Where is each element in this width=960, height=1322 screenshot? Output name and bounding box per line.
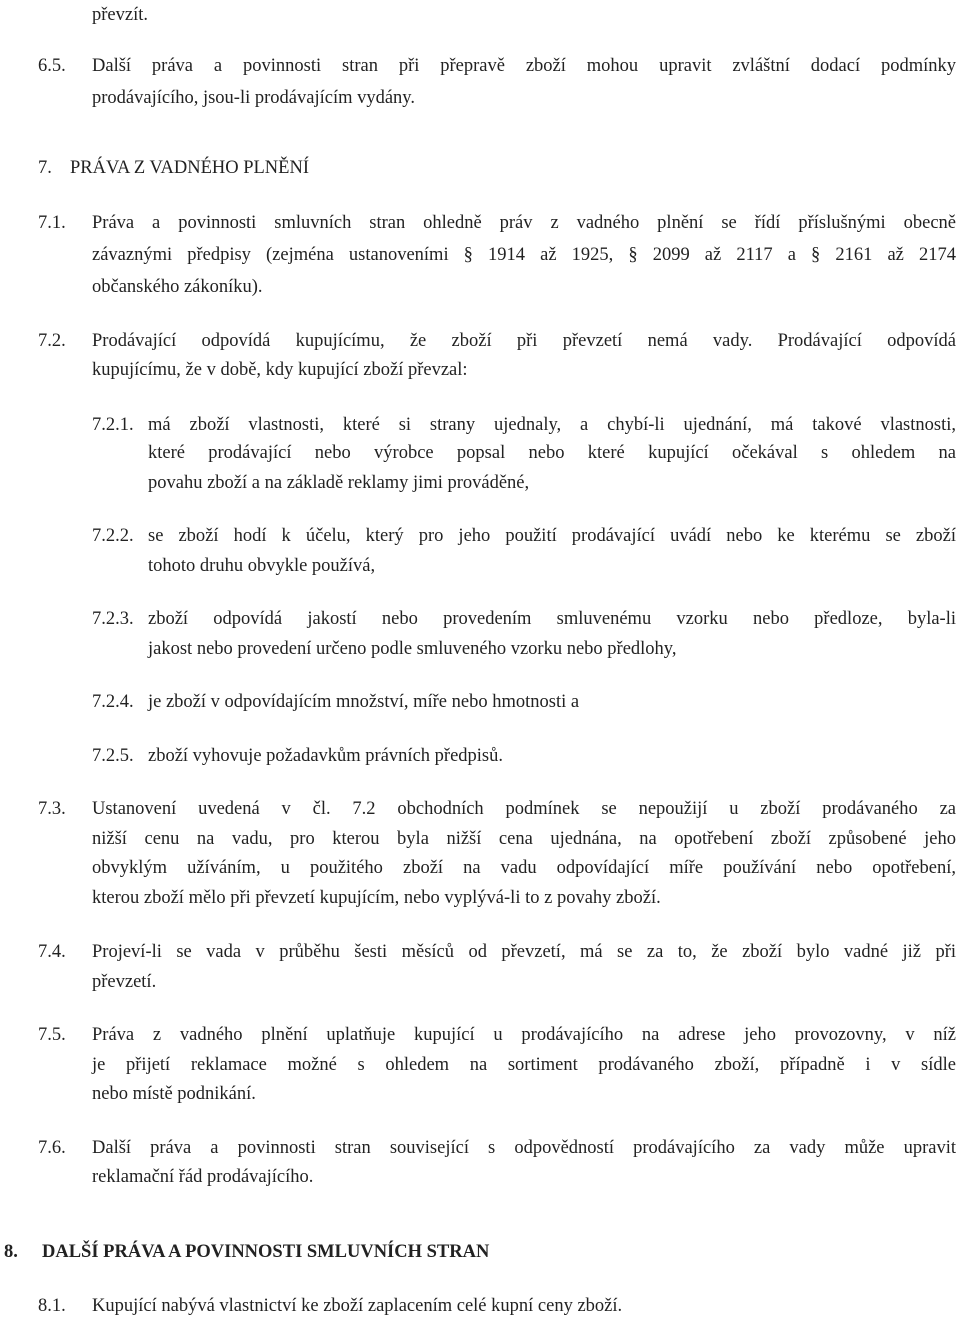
paragraph-line: Další práva a povinnosti stran při přepravě zboží mohou upravit zvláštní dodací podmínky	[92, 56, 956, 76]
paragraph-line: Práva z vadného plnění uplatňuje kupující u prodávajícího na adrese jeho provozovny, v níž	[92, 1025, 956, 1045]
paragraph-line: obvyklým užíváním, u použitého zboží na vadu odpovídající míře používání nebo opotřebení,	[92, 858, 956, 878]
subsection-number: 7.2.4.	[92, 692, 134, 712]
paragraph-line: Projeví-li se vada v průběhu šesti měsíců od převzetí, má se za to, že zboží bylo vadné již při	[92, 942, 956, 962]
paragraph-line: kterou zboží mělo při převzetí kupujícím, nebo vyplývá-li to z povahy zboží.	[92, 888, 661, 908]
paragraph-line: prodávajícího, jsou-li prodávajícím vydány.	[92, 88, 415, 108]
paragraph-line: Práva a povinnosti smluvních stran ohledně práv z vadného plnění se řídí příslušnými obecně	[92, 213, 956, 233]
paragraph-line: kupujícímu, že v době, kdy kupující zboží převzal:	[92, 360, 468, 380]
subsection-number: 7.2.1.	[92, 415, 134, 435]
paragraph-line: je zboží v odpovídajícím množství, míře nebo hmotnosti a	[148, 692, 580, 712]
section-number: 7.3.	[38, 799, 66, 819]
section-number: 7.4.	[38, 942, 66, 962]
paragraph-line: Kupující nabývá vlastnictví ke zboží zaplacením celé kupní ceny zboží.	[92, 1296, 623, 1316]
paragraph-line: zboží vyhovuje požadavkům právních předpisů.	[148, 746, 503, 766]
paragraph-line: nebo místě podnikání.	[92, 1084, 256, 1104]
section-number: 7.1.	[38, 213, 66, 233]
section-heading: PRÁVA Z VADNÉHO PLNĚNÍ	[70, 158, 309, 178]
paragraph-line: Prodávající odpovídá kupujícímu, že zboží při převzetí nemá vady. Prodávající odpovídá	[92, 331, 956, 351]
section-number: 8.1.	[38, 1296, 66, 1316]
paragraph-line: zboží odpovídá jakostí nebo provedením smluvenému vzorku nebo předloze, byla-li	[148, 609, 956, 629]
section-number: 7.6.	[38, 1138, 66, 1158]
heading-number: 7.	[38, 158, 52, 178]
continuation-text: převzít.	[92, 5, 148, 25]
paragraph-line: tohoto druhu obvykle používá,	[148, 556, 376, 576]
paragraph-line: je přijetí reklamace možné s ohledem na sortiment prodávaného zboží, případně i v sídle	[92, 1055, 956, 1075]
paragraph-line: Další práva a povinnosti stran související s odpovědností prodávajícího za vady může upravit	[92, 1138, 956, 1158]
paragraph-line: povahu zboží a na základě reklamy jimi prováděné,	[148, 473, 530, 493]
subsection-number: 7.2.2.	[92, 526, 134, 546]
subsection-number: 7.2.3.	[92, 609, 134, 629]
paragraph-line: které prodávající nebo výrobce popsal nebo které kupující očekával s ohledem na	[148, 443, 956, 463]
section-number: 6.5.	[38, 56, 66, 76]
paragraph-line: převzetí.	[92, 972, 157, 992]
paragraph-line: závaznými předpisy (zejména ustanoveními § 1914 až 1925, § 2099 až 2117 a § 2161 až 2174	[92, 245, 956, 265]
subsection-number: 7.2.5.	[92, 746, 134, 766]
section-number: 7.2.	[38, 331, 66, 351]
section-number: 7.5.	[38, 1025, 66, 1045]
section-heading: DALŠÍ PRÁVA A POVINNOSTI SMLUVNÍCH STRAN	[42, 1242, 490, 1262]
paragraph-line: jakost nebo provedení určeno podle smluveného vzorku nebo předlohy,	[148, 639, 677, 659]
paragraph-line: reklamační řád prodávajícího.	[92, 1167, 314, 1187]
paragraph-line: se zboží hodí k účelu, který pro jeho použití prodávající uvádí nebo ke kterému se zboží	[148, 526, 956, 546]
paragraph-line: má zboží vlastnosti, které si strany ujednaly, a chybí-li ujednání, má takové vlastnosti,	[148, 415, 956, 435]
paragraph-line: Ustanovení uvedená v čl. 7.2 obchodních podmínek se nepoužijí u zboží prodávaného za	[92, 799, 956, 819]
paragraph-line: občanského zákoníku).	[92, 277, 263, 297]
paragraph-line: nižší cenu na vadu, pro kterou byla nižší cena ujednána, na opotřebení zboží způsobené jeho	[92, 829, 956, 849]
heading-number: 8.	[4, 1242, 18, 1262]
